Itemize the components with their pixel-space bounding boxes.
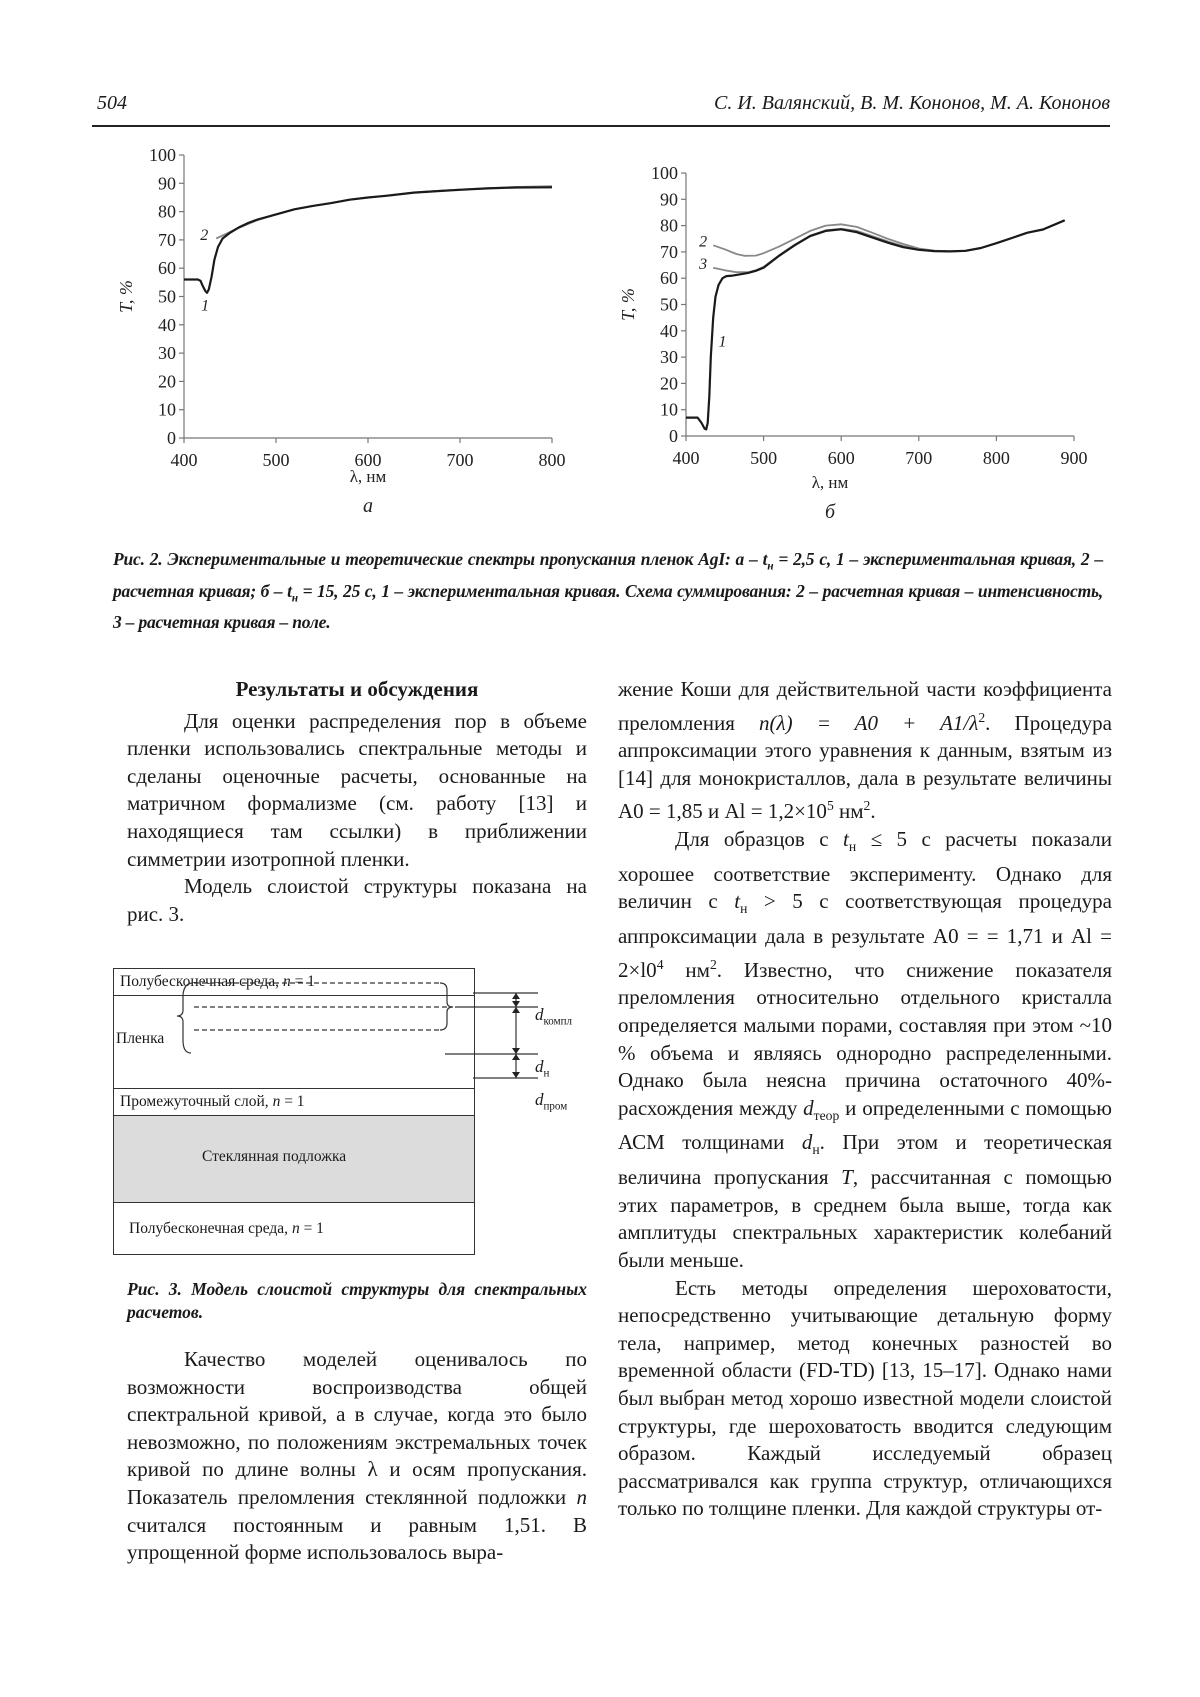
x-tick-label: 800 [538, 450, 566, 470]
x-tick-label: 700 [905, 448, 933, 468]
text: Для образцов с [675, 826, 844, 851]
y-tick-label: 80 [660, 215, 678, 236]
subscript: пром [543, 1100, 568, 1113]
superscript: 2 [978, 709, 986, 725]
arrow-icon [512, 993, 520, 999]
y-tick-label: 20 [158, 371, 176, 392]
text: считался постоянным и равным 1,51. В упрощенной форме использовалось выра- [127, 1512, 587, 1565]
series-line-3 [713, 220, 1064, 272]
y-tick-label: 80 [158, 201, 176, 222]
x-tick-label: 600 [827, 448, 855, 468]
layer-label: Полубесконечная среда, [129, 1220, 292, 1237]
n-value: = 1 [290, 973, 315, 990]
subscript: н [740, 901, 748, 917]
y-tick-label: 30 [660, 347, 678, 368]
arrow-icon [512, 1001, 520, 1007]
layer-label: Пленка [116, 1030, 165, 1047]
caption-text: = 2,5 с, 1 – экспериментальная кривая, 2 – расчетная кривая; б – t [113, 549, 1103, 601]
superscript: 4 [656, 956, 664, 972]
y-tick-label: 40 [158, 314, 176, 335]
n-symbol: n [291, 1220, 300, 1237]
series-line-1 [686, 220, 1065, 429]
x-tick-label: 700 [446, 450, 474, 470]
x-tick-label: 900 [1060, 448, 1088, 468]
text: . [870, 799, 876, 824]
d-symbol: d [803, 1095, 814, 1120]
x-tick-label: 400 [672, 448, 700, 468]
layer-label: Стеклянная подложка [202, 1148, 347, 1165]
d-symbol: d [535, 1005, 544, 1024]
x-axis-label: λ, нм [349, 467, 387, 486]
y-tick-label: 60 [660, 268, 678, 289]
layer-glass-substrate [114, 1116, 474, 1203]
layer-label: Промежуточный слой, [120, 1093, 273, 1110]
right-column [618, 676, 1112, 1523]
text: > 5 с соответствующая процедура аппроксимации дала в результате A0 = = 1,71 и Al = 2×l0 [618, 889, 1112, 982]
section-title: Результаты и обсуждения [235, 677, 479, 701]
text: и определенными с помощью АСМ толщинами [618, 1095, 1112, 1155]
superscript: 2 [863, 798, 871, 814]
n-symbol: n [282, 973, 291, 990]
y-tick-label: 100 [149, 145, 176, 165]
arrow-icon [512, 1048, 520, 1054]
left-column [127, 676, 587, 928]
y-tick-label: 90 [660, 189, 678, 210]
n-value: = 1 [280, 1093, 305, 1110]
t-symbol: t [734, 889, 741, 914]
y-tick-label: 10 [660, 399, 678, 420]
dim-label-d-compl [535, 1005, 572, 1027]
text: . При этом и теоретическая величина пропускания [618, 1130, 1112, 1190]
paragraph [618, 826, 1112, 1275]
y-axis-label: T, % [618, 288, 638, 321]
d-symbol: d [535, 1090, 544, 1109]
curve-label-2: 2 [200, 226, 209, 244]
paragraph: Есть методы определения шероховатости, непосредственно учитывающие детальную форму тела, например, метод конечных разностей во временной области (FD-TD) [13, 15–17]. Однако нами был выбран метод хорошо известной модели слоистой структуры, где шероховатость вводится следующим образом. Каждый исследуемый образец рассматривался как группа структур, отличающихся только по толщине пленки. Для каждой структуры от- [618, 1275, 1112, 1521]
caption-subscript: н [291, 592, 298, 604]
y-tick-label: 60 [158, 258, 176, 279]
text: . Известно, что снижение показателя преломления относительно отдельного кристалла определяется малыми порами, составляя при этом ~10 % объема и являясь однородно распределенными. Однако была неясна причина остаточного 40%-расхождения между [618, 957, 1112, 1120]
curve-label-2: 2 [699, 233, 708, 251]
y-tick-label: 100 [651, 163, 678, 183]
superscript: 2 [709, 956, 717, 972]
y-axis-label: T, % [116, 280, 136, 313]
cauchy-formula: n(λ) = A0 + A1/λ [759, 710, 979, 735]
panel-label: а [363, 495, 373, 517]
paragraph: Для оценки распределения пор в объеме пленки использовались спектральные методы и сделаны оценочные расчеты, основанные на матричном формализме (см. работу [13] и находящиеся там ссылки) в приближении симметрии изотропной пленки. [127, 708, 587, 871]
figure-3-caption: Рис. 3. Модель слоистой структуры для спектральных расчетов. [127, 1279, 587, 1322]
y-tick-label: 40 [660, 320, 678, 341]
y-tick-label: 90 [158, 173, 176, 194]
caption-text: = 15, 25 с, 1 – экспериментальная кривая. Схема суммирования: 2 – расчетная кривая – интенсивность, 3 – расчетная кривая – поле. [113, 580, 1103, 632]
x-tick-label: 500 [262, 450, 290, 470]
t-symbol: t [843, 826, 849, 851]
text: нм [833, 799, 864, 824]
paragraph [618, 676, 1112, 826]
series-line-2 [216, 186, 552, 238]
panel-label: б [824, 501, 836, 523]
text: ≤ 5 с расчеты показали хорошее соответствие эксперименту. Однако для величин с [618, 826, 1112, 914]
arrow-icon [512, 1007, 520, 1013]
x-tick-label: 600 [354, 450, 382, 470]
text: жение Коши для действительной части коэффициента преломления [618, 677, 1112, 735]
x-tick-label: 400 [170, 450, 198, 470]
series-line-1 [184, 187, 552, 292]
y-tick-label: 50 [158, 286, 176, 307]
caption-subscript: н [767, 560, 774, 573]
dim-label-d-n [535, 1057, 549, 1079]
x-tick-label: 500 [750, 448, 778, 468]
figure-2-caption [113, 547, 1103, 634]
arrow-icon [512, 1072, 520, 1078]
superscript: 5 [826, 798, 834, 814]
y-tick-label: 20 [660, 373, 678, 394]
curve-label-1: 1 [201, 297, 210, 315]
arrow-icon [512, 1054, 520, 1060]
y-tick-label: 0 [167, 428, 176, 448]
text: нм [663, 957, 710, 982]
x-axis-label: λ, нм [811, 473, 849, 492]
y-tick-label: 70 [660, 241, 678, 262]
subscript: н [812, 1142, 820, 1158]
left-column-continued [127, 1346, 587, 1567]
dim-label-d-prom [535, 1090, 567, 1112]
n-symbol: n [272, 1093, 281, 1110]
n-symbol: n [576, 1484, 587, 1509]
running-header-authors: С. И. Валянский, В. М. Кононов, М. А. Кононов [713, 92, 1110, 114]
y-tick-label: 10 [158, 399, 176, 420]
d-symbol: d [535, 1057, 544, 1076]
curve-label-3: 3 [699, 255, 708, 273]
layer-label: Полубесконечная среда, [120, 973, 283, 990]
n-value: = 1 [299, 1220, 324, 1237]
y-tick-label: 0 [669, 426, 678, 446]
y-tick-label: 30 [158, 343, 176, 364]
left-brace [177, 983, 193, 1053]
text: , рассчитанная с помощью этих параметров, в среднем была выше, тогда как амплитуды спектральных характеристик колебаний были меньше. [618, 1165, 1112, 1273]
paragraph: Модель слоистой структуры показана на рис. 3. [127, 874, 587, 926]
text: . Процедура аппроксимации этого уравнения к данным, взятым из [14] для монокристаллов, дала в результате величины A0 = 1,85 и Al = 1,2×10 [618, 710, 1112, 824]
curve-label-1: 1 [718, 333, 727, 351]
subscript: теор [813, 1107, 840, 1123]
subscript: н [543, 1067, 550, 1080]
text: Качество моделей оценивалось по возможности воспроизводства общей спектральной кривой, а в случае, когда это было невозможно, по положениям экстремальных точек кривой по длине волны λ и осям пропускания. Показатель преломления стеклянной подложки [127, 1347, 587, 1509]
subscript: компл [543, 1015, 573, 1028]
y-tick-label: 50 [660, 294, 678, 315]
caption-text: Рис. 2. Экспериментальные и теоретические спектры пропускания пленок AgI: а – t [113, 549, 768, 569]
chart-b [600, 0, 1200, 540]
y-tick-label: 70 [158, 229, 176, 250]
chart-a [0, 0, 600, 540]
subscript: н [848, 839, 857, 855]
paragraph [127, 1346, 587, 1567]
x-tick-label: 800 [982, 448, 1010, 468]
d-symbol: d [801, 1130, 813, 1155]
page-number: 504 [97, 92, 127, 114]
layer-bottom-medium [114, 1203, 474, 1254]
T-symbol: T [841, 1165, 853, 1190]
film-structure-diagram [110, 960, 590, 1100]
